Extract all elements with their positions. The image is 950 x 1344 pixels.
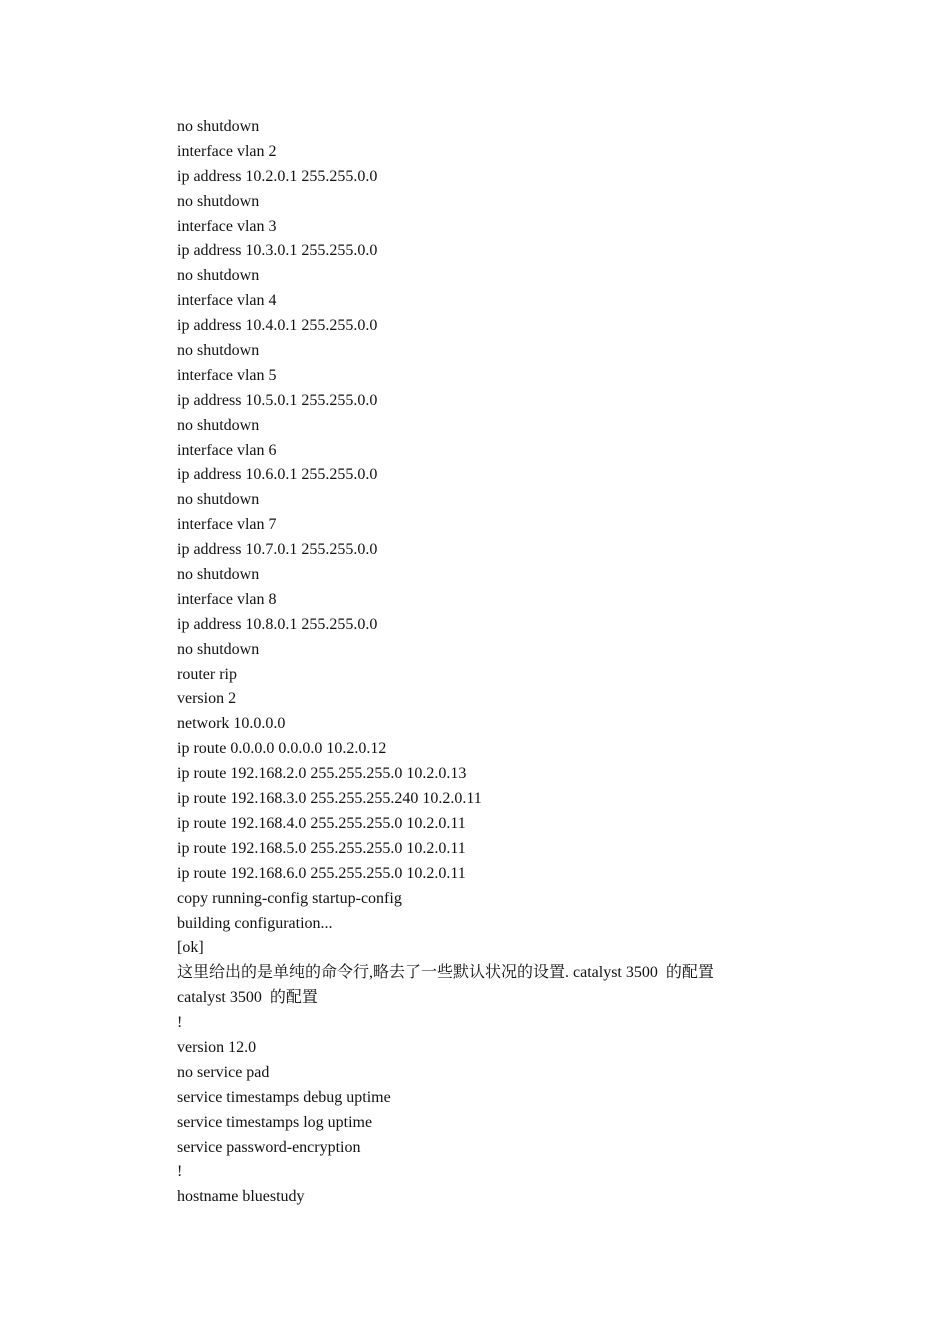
text-line: copy running-config startup-config	[177, 889, 402, 907]
text-line: no shutdown	[177, 491, 260, 509]
text-line: no shutdown	[177, 342, 260, 360]
text-line: interface vlan 4	[177, 292, 277, 310]
text-line: interface vlan 3	[177, 217, 277, 235]
text-line: no service pad	[177, 1063, 270, 1081]
text-line: ip route 192.168.6.0 255.255.255.0 10.2.0.11	[177, 864, 466, 882]
text-line: interface vlan 5	[177, 366, 277, 384]
text-line: ip address 10.6.0.1 255.255.0.0	[177, 466, 378, 484]
text-line: ip address 10.7.0.1 255.255.0.0	[177, 541, 378, 559]
text-line: no shutdown	[177, 640, 260, 658]
text-line: ip route 192.168.4.0 255.255.255.0 10.2.0.11	[177, 814, 466, 832]
text-line: ip address 10.5.0.1 255.255.0.0	[177, 391, 378, 409]
text-line: !	[177, 1163, 183, 1181]
text-line: [ok]	[177, 939, 204, 957]
text-line: version 12.0	[177, 1038, 257, 1056]
text-line: interface vlan 8	[177, 590, 277, 608]
text-line: ip address 10.4.0.1 255.255.0.0	[177, 317, 378, 335]
text-line: service timestamps debug uptime	[177, 1088, 391, 1106]
text-line: no shutdown	[177, 566, 260, 584]
text-line: ip route 192.168.3.0 255.255.255.240 10.2.0.11	[177, 790, 482, 808]
text-line: ip address 10.3.0.1 255.255.0.0	[177, 242, 378, 260]
text-line: no shutdown	[177, 267, 260, 285]
text-line: version 2	[177, 690, 237, 708]
text-line: ip route 192.168.5.0 255.255.255.0 10.2.0.11	[177, 839, 466, 857]
text-line: ip address 10.8.0.1 255.255.0.0	[177, 615, 378, 633]
text-line: catalyst 3500 的配置	[177, 989, 318, 1007]
text-line: hostname bluestudy	[177, 1188, 305, 1206]
text-line: network 10.0.0.0	[177, 715, 286, 733]
text-line: no shutdown	[177, 118, 260, 135]
text-line: building configuration...	[177, 914, 333, 932]
text-line: interface vlan 2	[177, 142, 277, 160]
text-line: ip route 192.168.2.0 255.255.255.0 10.2.0.13	[177, 765, 467, 783]
text-line: ip route 0.0.0.0 0.0.0.0 10.2.0.12	[177, 740, 387, 758]
text-line: ip address 10.2.0.1 255.255.0.0	[177, 167, 378, 185]
text-line: interface vlan 6	[177, 441, 277, 459]
text-line: service timestamps log uptime	[177, 1113, 373, 1131]
config-text-block	[177, 115, 877, 1210]
text-line: !	[177, 1014, 183, 1032]
text-line: no shutdown	[177, 416, 260, 434]
text-line: 这里给出的是单纯的命令行,略去了一些默认状况的设置. catalyst 3500 的配置	[177, 964, 714, 982]
text-line: no shutdown	[177, 192, 260, 210]
text-line: interface vlan 7	[177, 516, 277, 534]
text-line: router rip	[177, 665, 237, 683]
text-line: service password-encryption	[177, 1138, 361, 1156]
